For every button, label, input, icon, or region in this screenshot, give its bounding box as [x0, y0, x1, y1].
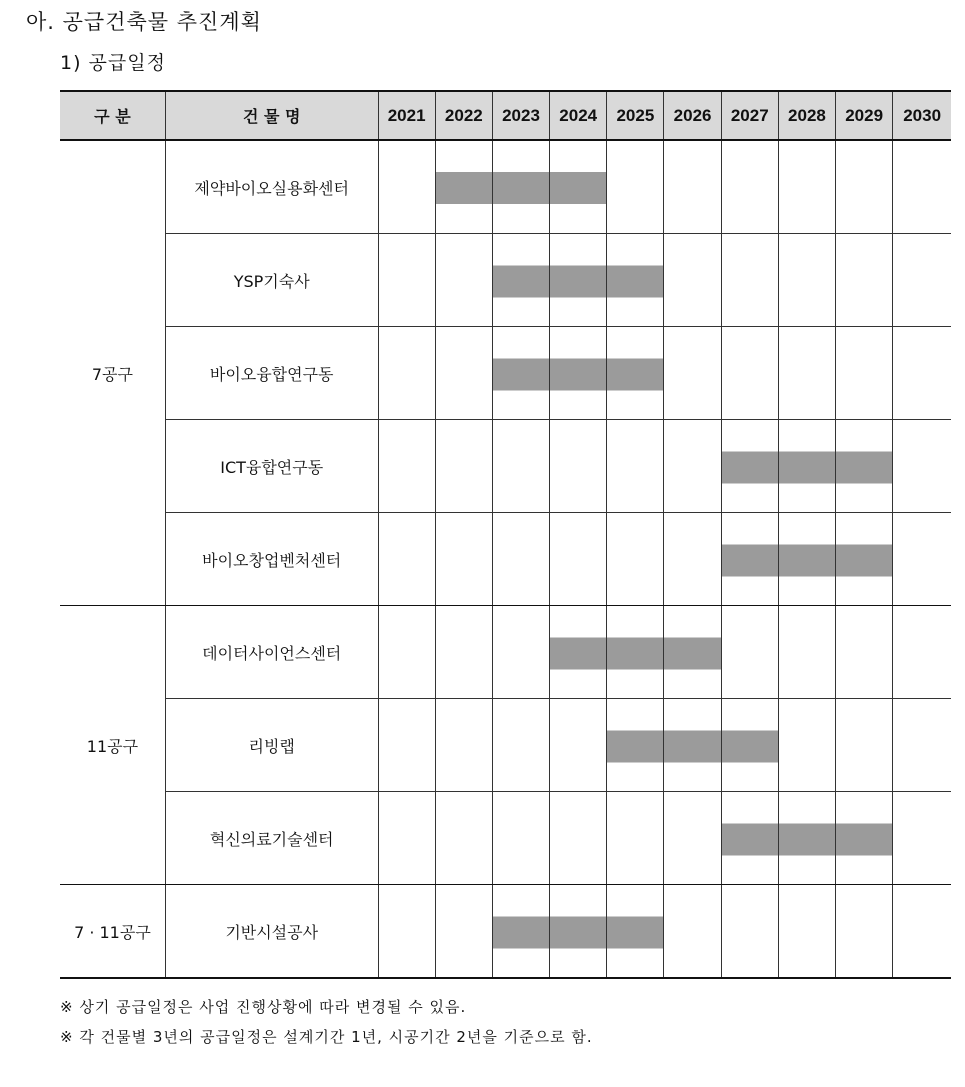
year-cell	[893, 699, 951, 792]
building-name: 데이터사이언스센터	[165, 606, 378, 699]
year-cell	[893, 885, 951, 979]
schedule-bar-segment	[607, 606, 664, 699]
year-cell	[435, 792, 492, 885]
schedule-bar-segment	[550, 885, 607, 979]
notes	[60, 992, 593, 1052]
schedule-row	[60, 699, 951, 792]
year-cell	[492, 420, 549, 513]
year-cell	[492, 606, 549, 699]
schedule-bar-segment	[492, 234, 549, 327]
schedule-bar-segment	[550, 606, 607, 699]
schedule-row	[60, 327, 951, 420]
building-name: 바이오융합연구동	[165, 327, 378, 420]
year-cell	[778, 140, 835, 234]
schedule-bar-segment	[550, 327, 607, 420]
year-cell	[550, 699, 607, 792]
year-cell	[378, 606, 435, 699]
schedule-body	[60, 140, 951, 978]
header-year: 2027	[721, 91, 778, 140]
zone-cell: 7 · 11공구	[60, 885, 165, 979]
schedule-bar-segment	[607, 327, 664, 420]
year-cell	[664, 140, 721, 234]
year-cell	[721, 606, 778, 699]
header-year: 2030	[893, 91, 951, 140]
year-cell	[378, 513, 435, 606]
schedule-bar-segment	[607, 234, 664, 327]
building-name: 바이오창업벤처센터	[165, 513, 378, 606]
year-cell	[435, 420, 492, 513]
building-name: YSP기숙사	[165, 234, 378, 327]
schedule-bar-segment	[778, 420, 835, 513]
year-cell	[721, 327, 778, 420]
year-cell	[550, 792, 607, 885]
year-cell	[778, 606, 835, 699]
schedule-bar-segment	[550, 234, 607, 327]
schedule-bar-segment	[721, 513, 778, 606]
year-cell	[778, 699, 835, 792]
header-zone: 구 분	[60, 91, 165, 140]
schedule-bar-segment	[492, 885, 549, 979]
header-year: 2029	[836, 91, 893, 140]
schedule-bar-segment	[492, 140, 549, 234]
header-year: 2023	[492, 91, 549, 140]
schedule-bar-segment	[607, 885, 664, 979]
year-cell	[378, 234, 435, 327]
year-cell	[435, 699, 492, 792]
year-cell	[893, 140, 951, 234]
year-cell	[378, 327, 435, 420]
year-cell	[893, 606, 951, 699]
year-cell	[492, 513, 549, 606]
year-cell	[664, 885, 721, 979]
year-cell	[664, 420, 721, 513]
year-cell	[721, 885, 778, 979]
year-cell	[664, 327, 721, 420]
schedule-bar-segment	[778, 513, 835, 606]
year-cell	[836, 885, 893, 979]
building-name: 혁신의료기술센터	[165, 792, 378, 885]
zone-cell: 7공구	[60, 140, 165, 606]
schedule-bar-segment	[607, 699, 664, 792]
year-cell	[893, 234, 951, 327]
schedule-bar-segment	[721, 792, 778, 885]
year-cell	[664, 792, 721, 885]
year-cell	[607, 420, 664, 513]
header-year: 2026	[664, 91, 721, 140]
year-cell	[778, 327, 835, 420]
header-year: 2022	[435, 91, 492, 140]
year-cell	[550, 513, 607, 606]
year-cell	[492, 699, 549, 792]
year-cell	[435, 513, 492, 606]
year-cell	[435, 606, 492, 699]
zone-cell: 11공구	[60, 606, 165, 885]
year-cell	[836, 699, 893, 792]
year-cell	[893, 513, 951, 606]
header-year: 2028	[778, 91, 835, 140]
year-cell	[836, 327, 893, 420]
building-name: 기반시설공사	[165, 885, 378, 979]
schedule-bar-segment	[836, 792, 893, 885]
building-name: ICT융합연구동	[165, 420, 378, 513]
year-cell	[664, 234, 721, 327]
schedule-bar-segment	[778, 792, 835, 885]
schedule-bar-segment	[664, 699, 721, 792]
year-cell	[664, 513, 721, 606]
header-building: 건 물 명	[165, 91, 378, 140]
schedule-bar-segment	[492, 327, 549, 420]
year-cell	[607, 513, 664, 606]
schedule-table	[60, 90, 951, 979]
header-row	[60, 91, 951, 140]
year-cell	[378, 885, 435, 979]
year-cell	[435, 885, 492, 979]
schedule-row	[60, 885, 951, 979]
schedule-bar-segment	[664, 606, 721, 699]
schedule-bar-segment	[836, 420, 893, 513]
schedule-bar-segment	[435, 140, 492, 234]
building-name: 리빙랩	[165, 699, 378, 792]
year-cell	[435, 234, 492, 327]
year-cell	[893, 420, 951, 513]
year-cell	[607, 140, 664, 234]
year-cell	[435, 327, 492, 420]
header-year: 2025	[607, 91, 664, 140]
schedule-row	[60, 234, 951, 327]
section-heading: 아. 공급건축물 추진계획	[26, 10, 262, 34]
year-cell	[378, 420, 435, 513]
year-cell	[893, 792, 951, 885]
year-cell	[836, 140, 893, 234]
note: ※ 상기 공급일정은 사업 진행상황에 따라 변경될 수 있음.	[60, 998, 467, 1016]
schedule-bar-segment	[836, 513, 893, 606]
schedule-bar-segment	[550, 140, 607, 234]
year-cell	[836, 234, 893, 327]
year-cell	[721, 140, 778, 234]
year-cell	[378, 699, 435, 792]
year-cell	[378, 140, 435, 234]
year-cell	[550, 420, 607, 513]
year-cell	[378, 792, 435, 885]
year-cell	[836, 606, 893, 699]
schedule-row	[60, 420, 951, 513]
header-year: 2021	[378, 91, 435, 140]
schedule-row	[60, 140, 951, 234]
year-cell	[893, 327, 951, 420]
year-cell	[778, 234, 835, 327]
header-year: 2024	[550, 91, 607, 140]
schedule-row	[60, 606, 951, 699]
schedule-row	[60, 513, 951, 606]
year-cell	[721, 234, 778, 327]
schedule-row	[60, 792, 951, 885]
note: ※ 각 건물별 3년의 공급일정은 설계기간 1년, 시공기간 2년을 기준으로 함.	[60, 1028, 593, 1046]
year-cell	[778, 885, 835, 979]
schedule-bar-segment	[721, 420, 778, 513]
building-name: 제약바이오실용화센터	[165, 140, 378, 234]
year-cell	[607, 792, 664, 885]
schedule-bar-segment	[721, 699, 778, 792]
subsection-heading: 1) 공급일정	[60, 52, 166, 74]
year-cell	[492, 792, 549, 885]
